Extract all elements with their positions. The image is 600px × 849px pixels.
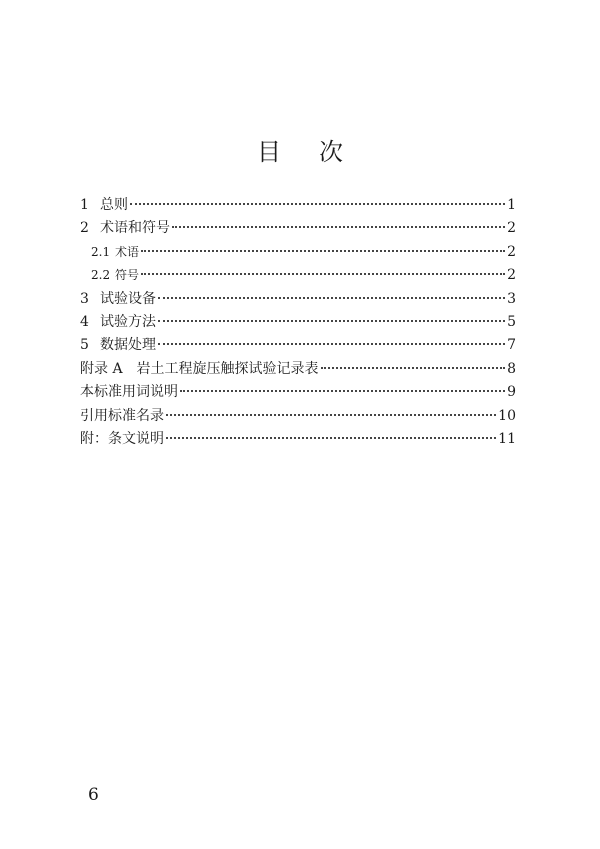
toc-entry-label: 术语和符号 [100, 220, 170, 237]
toc-entry-label: 附录 A 岩土工程旋压触探试验记录表 [80, 360, 319, 377]
toc-leader-dots [180, 390, 505, 392]
toc-entry-2-2[interactable] [80, 264, 516, 287]
toc-entry-label: 总则 [100, 197, 128, 213]
table-of-contents [80, 194, 516, 451]
toc-leader-dots [141, 273, 505, 275]
toc-entry-label: 符号 [115, 268, 140, 283]
toc-entry-label: 术语 [115, 244, 140, 259]
toc-entry-cited-standards[interactable] [80, 405, 516, 428]
toc-entry-2[interactable] [80, 217, 516, 240]
toc-entry-page: 10 [498, 407, 516, 424]
toc-leader-dots [166, 414, 496, 416]
toc-entry-number: 2.1 [91, 244, 111, 259]
toc-entry-number: 2.2 [91, 268, 111, 283]
toc-entry-page: 11 [498, 430, 516, 447]
toc-entry-1[interactable] [80, 194, 516, 217]
toc-entry-2-1[interactable] [80, 241, 516, 264]
toc-entry-number: 1 [80, 197, 89, 213]
toc-entry-page: 3 [507, 290, 516, 307]
toc-leader-dots [172, 226, 505, 228]
toc-entry-4[interactable] [80, 311, 516, 334]
toc-entry-label: 附：条文说明 [80, 430, 164, 447]
toc-entry-page: 2 [507, 220, 516, 237]
toc-leader-dots [321, 367, 506, 369]
toc-entry-3[interactable] [80, 288, 516, 311]
toc-leader-dots [166, 437, 496, 439]
page-number: 6 [88, 785, 99, 805]
toc-entry-page: 9 [507, 384, 516, 401]
toc-entry-appendix-a[interactable] [80, 358, 516, 381]
toc-leader-dots [158, 297, 505, 299]
toc-entry-label: 本标准用词说明 [80, 384, 178, 401]
toc-entry-label: 试验设备 [100, 290, 156, 307]
toc-entry-label: 引用标准名录 [80, 407, 164, 424]
toc-leader-dots [158, 320, 505, 322]
toc-entry-page: 2 [507, 267, 516, 284]
toc-entry-label: 试验方法 [100, 313, 156, 330]
toc-entry-number: 3 [80, 290, 89, 307]
toc-entry-page: 1 [507, 197, 516, 213]
toc-entry-clause-explanation[interactable] [80, 428, 516, 451]
toc-entry-number: 5 [80, 337, 89, 354]
page-title: 目次 [257, 138, 381, 166]
toc-entry-page: 8 [507, 360, 516, 377]
toc-leader-dots [130, 203, 505, 205]
toc-leader-dots [141, 250, 505, 252]
toc-entry-5[interactable] [80, 334, 516, 357]
toc-entry-number: 2 [80, 220, 89, 237]
toc-leader-dots [158, 343, 505, 345]
toc-entry-page: 2 [507, 243, 516, 260]
toc-entry-wording-explanation[interactable] [80, 381, 516, 404]
toc-entry-label: 数据处理 [100, 337, 156, 354]
toc-entry-page: 7 [507, 337, 516, 354]
toc-entry-page: 5 [507, 313, 516, 330]
toc-entry-number: 4 [80, 313, 89, 330]
